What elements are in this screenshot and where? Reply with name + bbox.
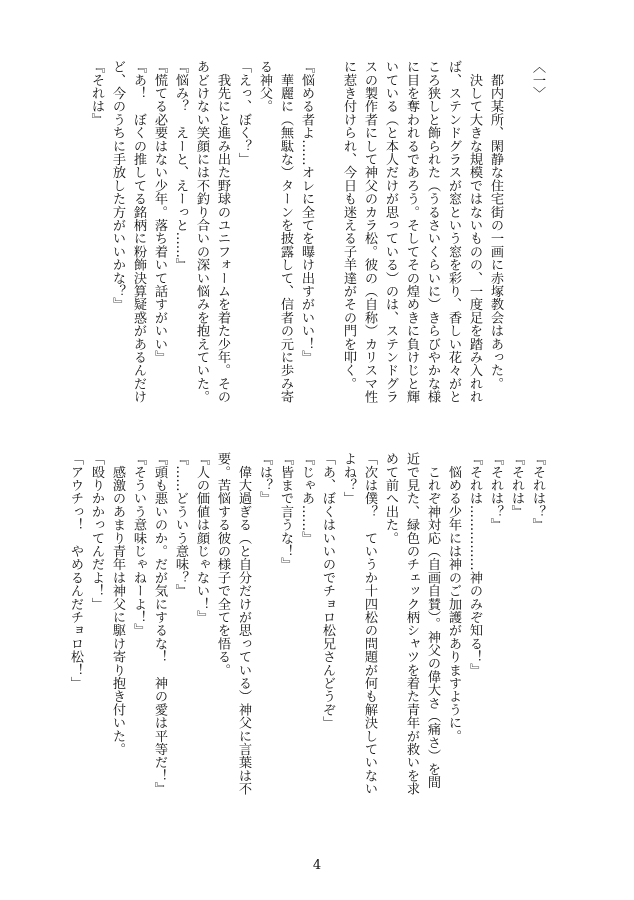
upper-text-block	[86, 60, 548, 404]
text-line: 『悩み？ えーと、えーっと……』	[173, 60, 188, 272]
text-line: 決して大きな規模ではないものの、一度足を踏み入れれ	[467, 60, 482, 404]
text-line	[317, 60, 338, 390]
text-line: 「殴りかかってんだよ！」	[89, 452, 104, 611]
text-line: スの製作者にして神父のカラ松。彼の（自称）カリスマ性	[362, 60, 377, 404]
text-line: 『慌てる必要はない少年。落ち着いて話すがいい』	[152, 60, 167, 364]
lower-text-block	[65, 452, 548, 796]
text-line: 「えっ、ぼく？」	[236, 60, 251, 166]
text-line: 「アウチっ！ やめるんだチョロ松！」	[68, 452, 83, 690]
text-line: 「あ、ぼくはいいのでチョロ松兄さんどうぞ」	[320, 452, 335, 730]
text-line: 『頭も悪いのか。だが気にするな！ 神の愛は平等だ！』	[152, 452, 167, 796]
text-line: 『……どういう意味？』	[173, 452, 188, 598]
text-line: 〈一〉	[530, 60, 545, 100]
text-line: 『そういう意味じゃねーよ！』	[131, 452, 146, 637]
text-line: 『それは？』	[488, 452, 503, 532]
text-line: あどけない笑顔には不釣り合いの深い悩みを抱えていた。	[194, 60, 209, 404]
text-line: 『それは』	[509, 452, 524, 518]
text-line: 「次は僕？ ていうか十四松の問題が何も解決していない	[362, 452, 377, 796]
text-line: 感激のあまり青年は神父に駆け寄り抱き付いた。	[110, 452, 125, 756]
text-line: ど、今のうちに手放した方がいいかな？』	[110, 60, 125, 311]
text-line: 『それは』	[89, 60, 104, 126]
text-line: 『それは？』	[530, 452, 545, 532]
text-line	[506, 60, 527, 390]
text-line: 華麗に（無駄な）ターンを披露して、信者の元に歩み寄	[278, 60, 293, 404]
text-line: よね？」	[341, 452, 356, 505]
text-line: 『皆まで言うな！』	[278, 452, 293, 571]
text-line: 『は？』	[257, 452, 272, 505]
text-line: る神父。	[257, 60, 272, 113]
text-line: 近で見た、緑色のチェック柄シャツを着た青年が救いを求	[404, 452, 419, 796]
text-line: 『じゃあ……』	[299, 452, 314, 545]
text-line: に目を奪われるであろう。そしてその煌めきに負けじと輝	[404, 60, 419, 404]
text-line: ば、ステンドグラスが窓という窓を彩り、香しい花々がと	[446, 60, 461, 404]
text-line: 『あ！ ぼくの推してる銘柄に粉飾決算疑惑があるんだけ	[131, 60, 146, 404]
text-line: 都内某所、閑静な住宅街の一画に赤塚教会はあった。	[488, 60, 503, 390]
text-line: 偉大過ぎる（と自分だけが思っている）神父に言葉は不	[236, 452, 251, 796]
text-line: 『悩める者よ……オレに全てを曝け出すがいい！』	[299, 60, 314, 364]
text-line: 我先にと進み出た野球のユニフォームを着た少年。その	[215, 60, 230, 404]
text-line: いている（と本人だけが思っている）のは、ステンドグラ	[383, 60, 398, 404]
text-line: 要。苦悩する彼の様子で全てを悟る。	[215, 452, 230, 677]
text-line: これぞ神対応（自画自賛）。神父の偉大さ（痛さ）を間	[425, 452, 440, 789]
text-line: めて前へ出た。	[383, 452, 398, 545]
page-number: 4	[312, 858, 322, 873]
text-line: ころ狭しと飾られた（うるさいくらいに）きらびやかな様	[425, 60, 440, 404]
text-line: に惹き付けられ、今日も迷える子羊達がその門を叩く。	[341, 60, 356, 390]
text-line: 『それは……………神のみぞ知る！』	[467, 452, 482, 677]
text-line: 悩める少年には神のご加護がありますように。	[446, 452, 461, 743]
text-line: 『人の価値は顔じゃない！』	[194, 452, 209, 624]
